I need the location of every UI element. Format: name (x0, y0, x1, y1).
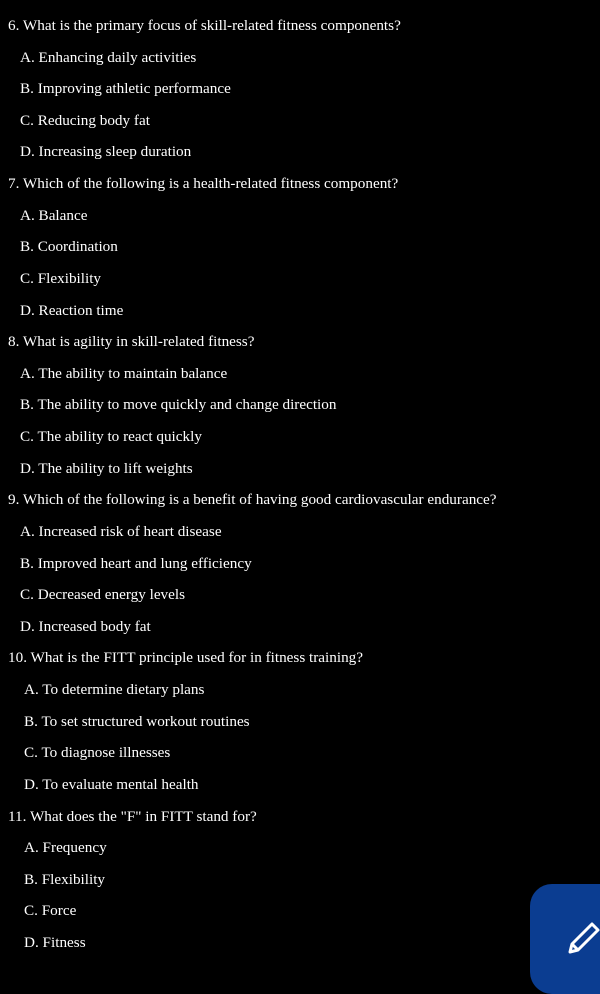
question-10-option-c: C. To diagnose illnesses (24, 744, 171, 761)
question-11-option-d: D. Fitness (24, 934, 86, 951)
question-9-prompt: 9. Which of the following is a benefit of having good cardiovascular endurance? (8, 491, 497, 508)
question-8-option-b: B. The ability to move quickly and change direction (20, 396, 337, 413)
question-10-option-b: B. To set structured workout routines (24, 713, 250, 730)
question-9-option-d: D. Increased body fat (20, 618, 151, 635)
question-7-option-b: B. Coordination (20, 238, 118, 255)
question-8-option-a: A. The ability to maintain balance (20, 365, 228, 382)
question-11-prompt: 11. What does the "F" in FITT stand for? (8, 808, 257, 825)
question-10-option-a: A. To determine dietary plans (24, 681, 205, 698)
question-7-option-c: C. Flexibility (20, 270, 102, 287)
question-7-option-a: A. Balance (20, 207, 88, 224)
question-8-option-c: C. The ability to react quickly (20, 428, 202, 445)
question-6-option-d: D. Increasing sleep duration (20, 143, 192, 160)
question-8-option-d: D. The ability to lift weights (20, 460, 193, 477)
question-11-option-b: B. Flexibility (24, 871, 106, 888)
question-8-prompt: 8. What is agility in skill-related fitness? (8, 333, 255, 350)
question-7-prompt: 7. Which of the following is a health-related fitness component? (8, 175, 399, 192)
question-7-option-d: D. Reaction time (20, 302, 124, 319)
question-6-option-a: A. Enhancing daily activities (20, 49, 197, 66)
question-6-option-c: C. Reducing body fat (20, 112, 150, 129)
question-10-prompt: 10. What is the FITT principle used for in fitness training? (8, 649, 364, 666)
question-9-option-a: A. Increased risk of heart disease (20, 523, 222, 540)
question-11-option-a: A. Frequency (24, 839, 107, 856)
edit-button[interactable] (530, 884, 600, 994)
question-9-option-c: C. Decreased energy levels (20, 586, 186, 603)
question-11-option-c: C. Force (24, 902, 77, 919)
question-6-prompt: 6. What is the primary focus of skill-related fitness components? (8, 17, 401, 34)
question-10-option-d: D. To evaluate mental health (24, 776, 199, 793)
pencil-icon (564, 918, 600, 958)
question-9-option-b: B. Improved heart and lung efficiency (20, 555, 252, 572)
question-6-option-b: B. Improving athletic performance (20, 80, 231, 97)
